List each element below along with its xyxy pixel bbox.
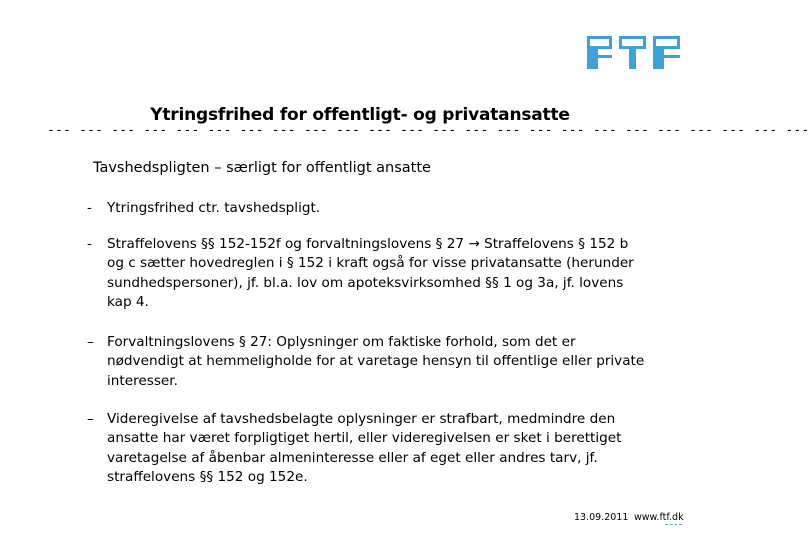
ftf-logo-icon (587, 36, 680, 69)
footer-url-underline (665, 524, 682, 527)
section-heading: Tavshedspligten – særligt for offentligt ansatte (93, 160, 431, 176)
bullet-marker: - (87, 200, 92, 216)
footer-date: 13.09.2011 (574, 512, 629, 523)
slide-title: Ytringsfrihed for offentligt- og privatansatte (150, 105, 570, 125)
ftf-logo (587, 36, 680, 69)
bullet-marker: – (87, 411, 94, 427)
bullet-text: Forvaltningslovens § 27: Oplysninger om faktiske forhold, som det er nødvendigt at hemmeligholde for at varetage hensyn til offentlige eller private interesser. (107, 334, 645, 389)
bullet-text: Straffelovens §§ 152-152f og forvaltningslovens § 27 → Straffelovens § 152 b og c sætter hovedreglen i § 152 i kraft også for visse privatansatte (herunder sundhedspersoner), jf. bl.a. lov om apoteksvirksomhed §§ 1 og 3a, jf. lovens kap 4. (107, 236, 634, 311)
bullet-item (87, 410, 647, 488)
bullet-marker: - (87, 236, 92, 252)
bullet-item (87, 235, 647, 313)
bullet-text: Videregivelse af tavshedsbelagte oplysninger er strafbart, medmindre den ansatte har været forpligtiget hertil, eller videregivelsen er sket i berettiget varetagelse af åbenbar almeninteresse eller af eget eller andres tarv, jf. straffelovens §§ 152 og 152e. (107, 411, 622, 486)
bullet-marker: – (87, 334, 94, 350)
bullet-item (87, 333, 647, 391)
title-divider: --- --- --- --- --- --- --- --- --- --- --- --- --- --- --- --- --- --- --- --- --- --- --- --- (47, 123, 810, 138)
footer-url[interactable]: www.ftf.dk (634, 512, 684, 523)
bullet-text: Ytringsfrihed ctr. tavshedspligt. (107, 200, 321, 216)
bullet-item (87, 199, 647, 218)
